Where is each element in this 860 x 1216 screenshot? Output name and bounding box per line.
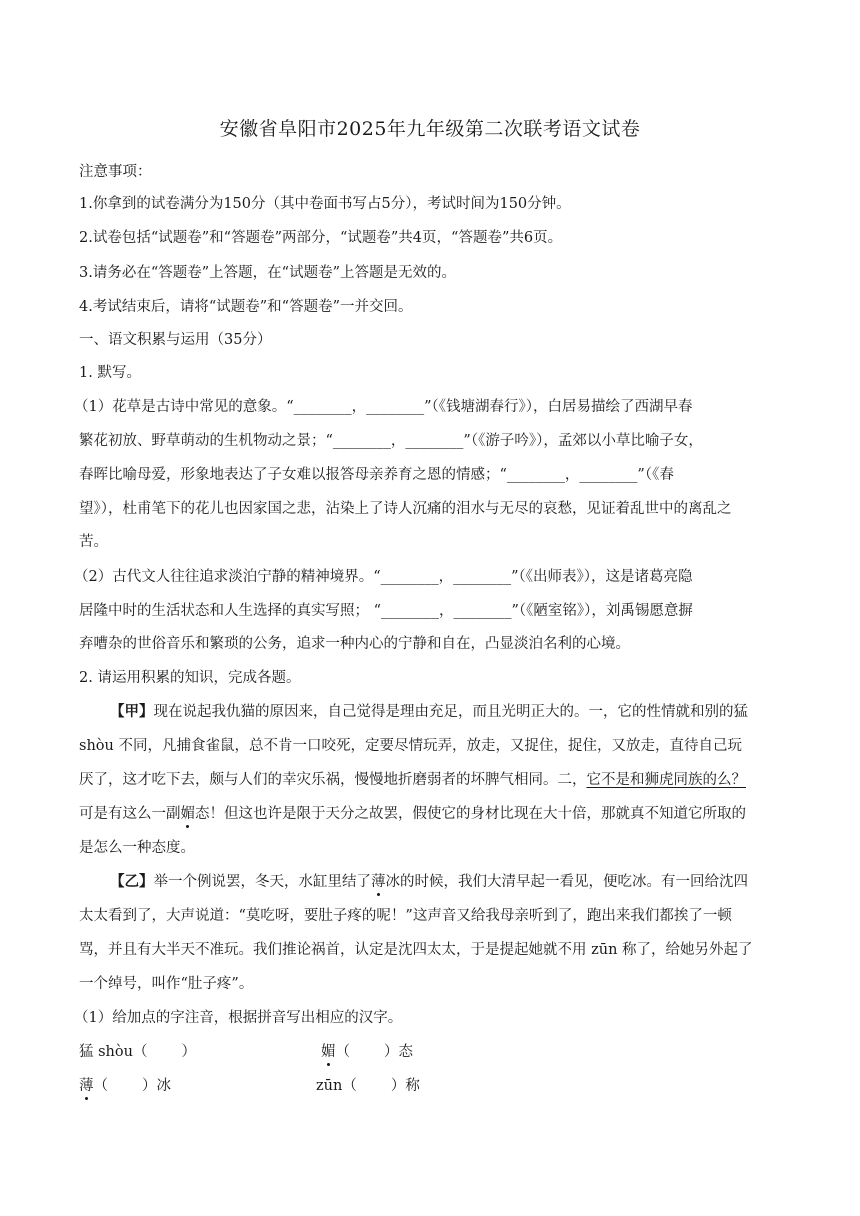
page-title: 安徽省阜阳市2025年九年级第二次联考语文试卷 [219, 118, 641, 140]
q1-p1-line: 春晖比喻母爱，形象地表达了子女难以报答母亲养育之恩的情感；“________，________”（《春 [79, 467, 674, 483]
dotted-char: 媚 [321, 1044, 336, 1060]
dotted-char: 媚 [180, 806, 195, 822]
passage-jia-line: shòu 不同，凡捕食雀鼠，总不肯一口咬死，定要尽情玩弄，放走，又捉住，捉住，又放走，直待自己玩 [79, 738, 742, 754]
passage-text: 举一个例说罢，冬天，水缸里结了 [153, 874, 371, 890]
blank-suffix: ）称 [390, 1078, 420, 1094]
passage-jia-line [79, 802, 746, 823]
notice-item: 2.试卷包括“试题卷”和“答题卷”两部分，“试题卷”共4页，“答题卷”共6页。 [79, 230, 563, 246]
underlined-sentence: 它不是和狮虎同族的么？ [586, 772, 746, 788]
passage-text: 态！但这也许是限于天分之故罢，假使它的身材比现在大十倍，那就真不知道它所取的 [195, 806, 746, 822]
q1-p1-line: （1）花草是古诗中常见的意象。“________，________”（《钱塘湖春行》），白居易描绘了西湖早春 [74, 399, 693, 415]
blank-prefix: zūn（ [316, 1078, 357, 1094]
passage-yi-line: 太太看到了，大声说道：“莫吃呀，要肚子疼的呢！”这声音又给我母亲听到了，跑出来我们都挨了一顿 [79, 908, 732, 924]
passage-jia-line [79, 768, 746, 789]
blank-prefix: 猛 shòu（ [79, 1044, 148, 1060]
blank-suffix: ）冰 [142, 1078, 171, 1094]
answer-blank-mei[interactable] [321, 1040, 413, 1061]
passage-yi-line: 一个绰号，叫作“肚子疼”。 [79, 976, 254, 992]
passage-text: 冰的时候，我们大清早起一看见，便吃冰。有一回给沈四 [385, 874, 748, 890]
answer-blank-zun[interactable] [316, 1074, 420, 1095]
blank-prefix: （ [335, 1044, 350, 1060]
passage-yi-line [110, 870, 748, 891]
blank-suffix: ） [181, 1044, 196, 1060]
passage-yi-tag: 【乙】 [110, 873, 154, 890]
notice-item: 1.你拿到的试卷满分为150分（其中卷面书写占5分），考试时间为150分钟。 [79, 196, 571, 212]
q1-p2-line: （2）古代文人往往追求淡泊宁静的精神境界。“________，________”（《出师表》），这是诸葛亮隐 [74, 569, 693, 585]
passage-jia-tag: 【甲】 [110, 703, 154, 720]
passage-jia-line: 是怎么一种态度。 [79, 840, 195, 856]
passage-jia-line [110, 700, 748, 721]
question-1-label: 1. 默写。 [79, 365, 141, 381]
passage-text: 现在说起我仇猫的原因来，自己觉得是理由充足，而且光明正大的。一，它的性情就和别的猛 [153, 704, 748, 720]
q1-p1-line: 望》），杜甫笔下的花儿也因家国之悲，沾染上了诗人沉痛的泪水与无尽的哀愁，见证着乱世中的离乱之 [79, 501, 732, 517]
passage-text: 可是有这么一副 [79, 806, 181, 822]
dotted-char: 薄 [371, 874, 386, 890]
notice-heading: 注意事项： [79, 164, 152, 180]
q1-p1-line: 苦。 [79, 534, 108, 550]
blank-suffix: ）态 [384, 1044, 413, 1060]
question-2-label: 2. 请运用积累的知识，完成各题。 [79, 670, 301, 686]
q1-p2-line: 弃嘈杂的世俗音乐和繁琐的公务，追求一种内心的宁静和自在，凸显淡泊名利的心境。 [79, 636, 630, 652]
q1-p1-line: 繁花初放、野草萌动的生机物动之景；“________，________”（《游子吟》），孟郊以小草比喻子女， [79, 433, 703, 449]
subquestion-label: （1）给加点的字注音，根据拼音写出相应的汉字。 [74, 1010, 403, 1026]
q1-p2-line: 居隆中时的生活状态和人生选择的真实写照； “________，________”（《陋室铭》），刘禹锡愿意摒 [79, 603, 693, 619]
passage-yi-line: 骂，并且有大半天不准玩。我们推论祸首，认定是沈四太太，于是提起她就不用 zūn 称了，给她另外起了 [79, 942, 753, 958]
section-heading: 一、语文积累与运用（35分） [79, 332, 272, 348]
answer-blank-shou[interactable] [79, 1040, 196, 1061]
answer-blank-bao[interactable] [79, 1074, 171, 1095]
blank-prefix: （ [93, 1078, 108, 1094]
notice-item: 4.考试结束后，请将“试题卷”和“答题卷”一并交回。 [79, 299, 413, 315]
notice-item: 3.请务必在“答题卷”上答题，在“试题卷”上答题是无效的。 [79, 265, 456, 281]
passage-text: 厌了，这才吃下去，颇与人们的幸灾乐祸，慢慢地折磨弱者的坏脾气相同。二， [79, 772, 587, 788]
dotted-char: 薄 [79, 1078, 94, 1094]
